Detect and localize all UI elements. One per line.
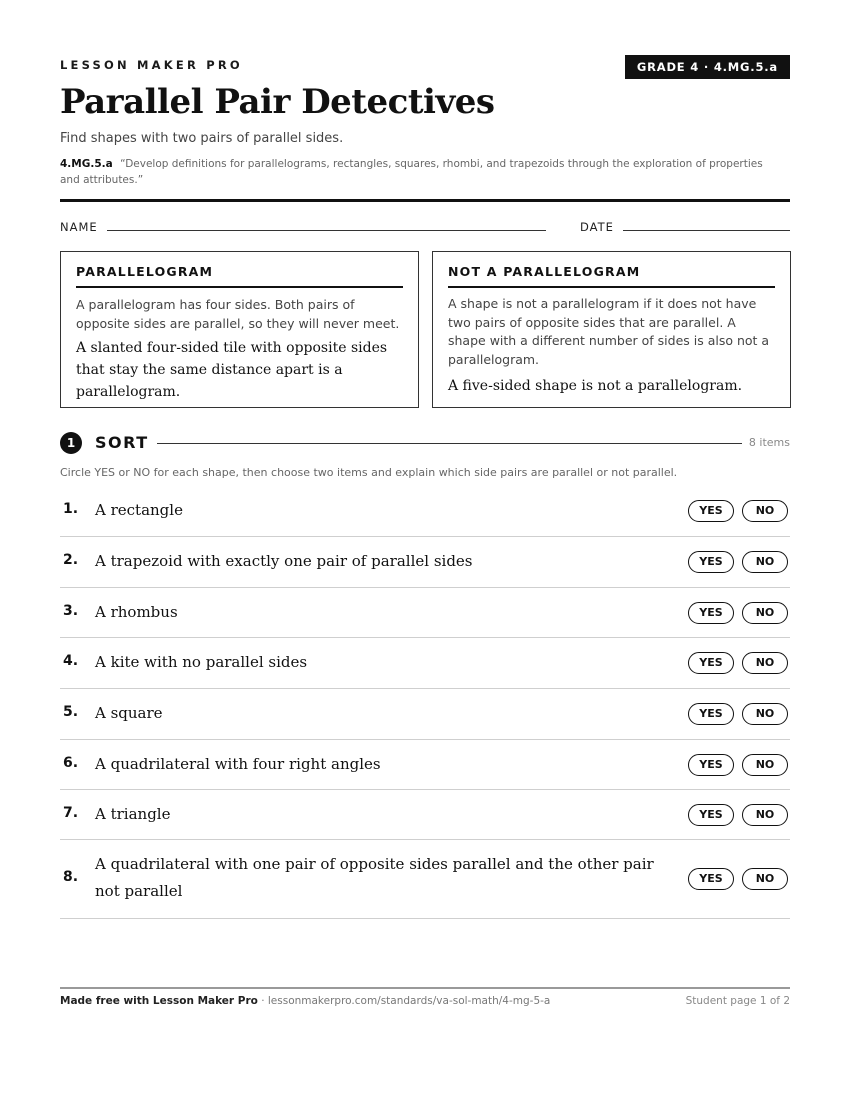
item-text: A rectangle xyxy=(95,501,183,519)
name-label: NAME xyxy=(60,220,98,234)
definition-example: A slanted four-sided tile with opposite sides that stay the same distance apart is a parallelogram. xyxy=(76,340,388,400)
no-option[interactable]: NO xyxy=(742,804,788,826)
page-number: Student page 1 of 2 xyxy=(685,995,790,1007)
standard-text: “Develop definitions for parallelograms, rectangles, squares, rhombi, and trapezoids through the exploration of properties and attributes.” xyxy=(60,158,763,186)
footer-url[interactable]: lessonmakerpro.com/standards/va-sol-math/4-mg-5-a xyxy=(267,995,551,1007)
footer-made-with: Made free with Lesson Maker Pro xyxy=(60,995,258,1007)
brand-name: LESSON MAKER PRO xyxy=(60,58,243,72)
standard-description xyxy=(60,156,780,188)
no-option[interactable]: NO xyxy=(742,652,788,674)
item-number: 2. xyxy=(63,552,79,568)
yes-option[interactable]: YES xyxy=(688,754,734,776)
yes-no-options xyxy=(688,500,788,522)
yes-no-options xyxy=(688,652,788,674)
date-field[interactable] xyxy=(623,230,790,231)
item-number: 6. xyxy=(63,755,79,771)
no-option[interactable]: NO xyxy=(742,754,788,776)
section-instructions: Circle YES or NO for each shape, then choose two items and explain which side pairs are parallel or not parallel. xyxy=(60,466,678,479)
yes-option[interactable]: YES xyxy=(688,652,734,674)
definition-box-not-parallelogram xyxy=(432,251,791,408)
item-number: 8. xyxy=(63,869,79,885)
yes-no-options xyxy=(688,868,788,890)
item-text: A quadrilateral with one pair of opposite sides parallel and the other pair not parallel xyxy=(95,855,654,900)
definition-box-parallelogram xyxy=(60,251,419,408)
item-number: 4. xyxy=(63,653,79,669)
name-date-row xyxy=(60,220,790,234)
section-title: SORT xyxy=(95,433,149,452)
date-label: DATE xyxy=(580,220,614,234)
item-text: A square xyxy=(95,704,163,722)
definition-example: A five-sided shape is not a parallelogram. xyxy=(448,378,743,394)
no-option[interactable]: NO xyxy=(742,868,788,890)
item-number: 1. xyxy=(63,501,79,517)
no-option[interactable]: NO xyxy=(742,551,788,573)
sort-item-list xyxy=(60,486,790,919)
item-text: A rhombus xyxy=(95,603,178,621)
item-text: A kite with no parallel sides xyxy=(95,653,308,671)
yes-option[interactable]: YES xyxy=(688,500,734,522)
footer-credit xyxy=(60,995,550,1007)
yes-option[interactable]: YES xyxy=(688,804,734,826)
list-item xyxy=(60,638,790,689)
yes-option[interactable]: YES xyxy=(688,602,734,624)
standard-code: 4.MG.5.a xyxy=(60,158,113,170)
item-text: A triangle xyxy=(95,805,171,823)
section-number-badge: 1 xyxy=(60,432,82,454)
worksheet-title: Parallel Pair Detectives xyxy=(60,82,495,122)
item-count: 8 items xyxy=(748,436,790,449)
yes-option[interactable]: YES xyxy=(688,551,734,573)
list-item xyxy=(60,537,790,588)
no-option[interactable]: NO xyxy=(742,703,788,725)
footer-separator: · xyxy=(257,995,268,1007)
grade-badge: GRADE 4 · 4.MG.5.a xyxy=(625,55,790,79)
definition-text: A parallelogram has four sides. Both pairs of opposite sides are parallel, so they will never meet. xyxy=(76,297,400,331)
item-text: A trapezoid with exactly one pair of parallel sides xyxy=(95,552,473,570)
yes-no-options xyxy=(688,804,788,826)
list-item xyxy=(60,840,790,919)
yes-no-options xyxy=(688,754,788,776)
item-number: 3. xyxy=(63,603,79,619)
item-number: 5. xyxy=(63,704,79,720)
footer-divider xyxy=(60,987,790,989)
list-item xyxy=(60,689,790,740)
yes-no-options xyxy=(688,551,788,573)
item-text: A quadrilateral with four right angles xyxy=(95,755,381,773)
yes-option[interactable]: YES xyxy=(688,868,734,890)
yes-no-options xyxy=(688,703,788,725)
list-item xyxy=(60,740,790,790)
yes-no-options xyxy=(688,602,788,624)
header-divider xyxy=(60,199,790,202)
no-option[interactable]: NO xyxy=(742,602,788,624)
list-item xyxy=(60,486,790,537)
name-field[interactable] xyxy=(107,230,546,231)
definition-text: A shape is not a parallelogram if it does not have two pairs of opposite sides that are parallel. A shape with a different number of sides is also not a parallelogram. xyxy=(448,296,770,367)
no-option[interactable]: NO xyxy=(742,500,788,522)
definition-heading: PARALLELOGRAM xyxy=(76,264,403,288)
definition-heading: NOT A PARALLELOGRAM xyxy=(448,264,775,288)
section-rule xyxy=(157,443,742,444)
yes-option[interactable]: YES xyxy=(688,703,734,725)
worksheet-subtitle: Find shapes with two pairs of parallel sides. xyxy=(60,131,344,146)
list-item xyxy=(60,790,790,840)
list-item xyxy=(60,588,790,638)
section-header xyxy=(60,432,790,454)
item-number: 7. xyxy=(63,805,79,821)
